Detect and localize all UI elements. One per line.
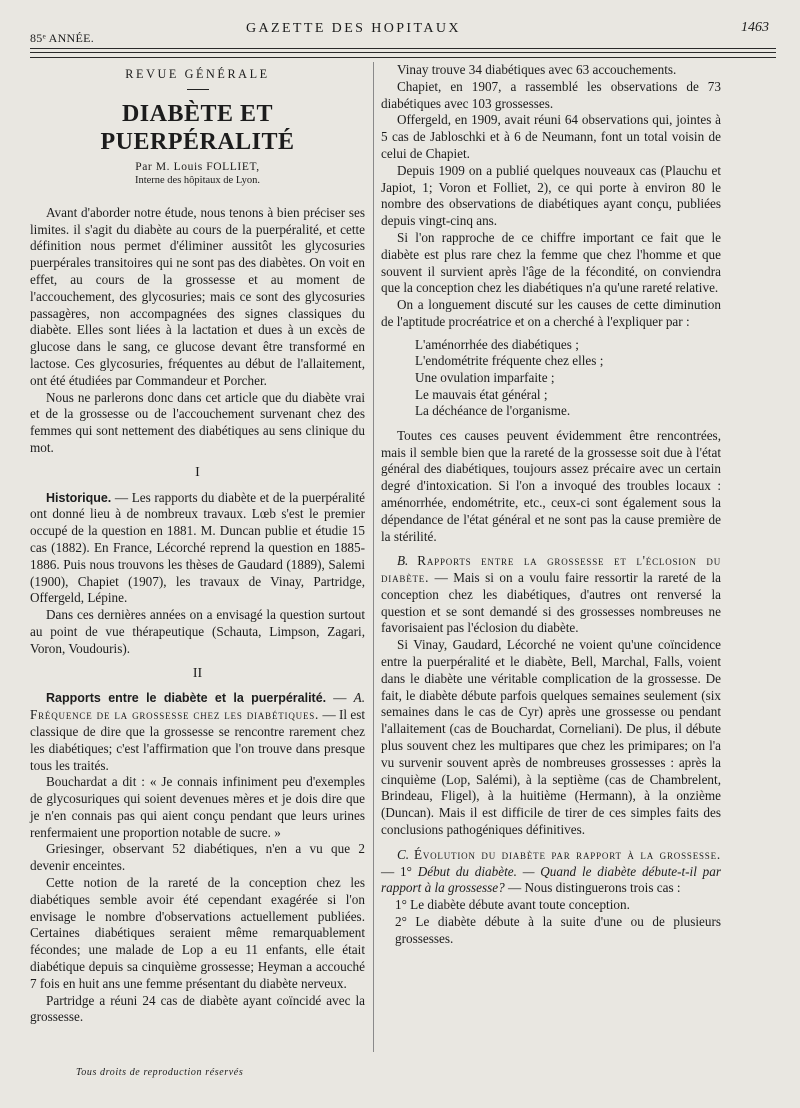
paragraph [381,553,721,637]
header-rule [30,57,776,58]
paragraph: Nous ne parlerons donc dans cet article que du diabète vrai et de la grossesse ou de l'accouchement survenant chez des femmes qui sont nettement des diabétiques au sens clinique du mot. [30,389,365,455]
list-item: L'endométrite fréquente chez elles ; [415,353,604,369]
header-journal-title: GAZETTE DES HOPITAUX [246,21,461,36]
paragraph-text: — Il est classique de dire que la grossesse se rencontre rarement chez les diabétiques; c'est l'affirmation que l'on trouve dans presque tous les traités. [30,707,365,773]
paragraph-text: — Nous distinguerons trois cas : [504,880,681,896]
right-column [381,62,721,948]
author-line: Par M. Louis FOLLIET, [135,160,260,173]
rubric-rule [187,89,209,90]
paragraph: Cette notion de la rareté de la conception chez les diabétiques semble avoir été cependant exagérée si l'on envisage le nombre d'observations actuellement publiées. Certaines diabétiques seraient même remarquablement fécondes; une malade de Lop a eu 11 enfants, elle était diabétique depuis sa cinquième grossesse; Heyman a accouché 7 fois en huit ans une femme présentant du diabète nerveux. [30,875,365,991]
footer-rights-notice: Tous droits de reproduction réservés [76,1067,244,1078]
paragraph: Bouchardat a dit : « Je connais infiniment peu d'exemples de glycosuriques qui soient devenues mères et je dois dire que je n'en connais pas qui aient conçu pendant que leurs urines renfermaient une proportion notable de sucre. » [30,774,365,840]
heading-dash: — 1° [381,863,412,879]
subsection-letter: A. [353,690,365,706]
list-item: Une ovulation imparfaite ; [415,369,555,385]
paragraph-text: — Mais si on a voulu faire ressortir la rareté de la conception chez les diabétiques, d'autres ont renversé la question et se sont demandé si des grossesses nombreuses ne favorisaient pas l'éclosion du diabète. [381,570,721,636]
paragraph: Depuis 1909 on a publié quelques nouveaux cas (Plauchu et Japiot, 1; Voron et Folliet, 2), ce qui porte à environ 80 le nombre des observations de diabétiques ayant conçu, publiées depuis vingt-cinq ans. [381,162,721,229]
list-item: Le mauvais état général ; [415,386,548,402]
paragraph: Vinay trouve 34 diabétiques avec 63 accouchements. [397,62,677,77]
paragraph: Toutes ces causes peuvent évidemment être rencontrées, mais il semble bien que la rareté de la grossesse soit due à l'état général des diabétiques, toujours assez précaire avec un certain degré d'intoxication. Si l'on a invoqué des troubles locaux : aménorrhée, endométrite, etc., ceux-ci sont également sous la dépendance de l'état général et ne sont pas la cause première de la stérilité. [381,427,721,544]
subsection-letter: C. [397,846,410,862]
paragraph: Chapiet, en 1907, a rassemblé les observations de 73 diabétiques avec 103 grossesses. [381,78,721,111]
paragraph [381,847,721,897]
article-title: DIABÈTE ET PUERPÉRALITÉ [100,100,295,155]
section-numeral: II [192,665,203,681]
causes-list [381,337,721,420]
paragraph: Si Vinay, Gaudard, Lécorché ne voient qu'une coïncidence entre la puerpéralité et le diabète, Bell, Marchal, Falls, voient dans le diabète une véritable complication de la grossesse. De fait, le diabète débute parfois quelques semaines seulement (six semaines dans le cas de Cyr) après une grossesse ou pendant l'allaitement (cas de Bouchardat, Corneliani). De plus, il débute plus souvent chez les multipares que chez les primipares; on l'a vu survenir souvent après de nombreuses grossesses : après la cinquième (Lop, Salémi), à la septième (cas de Chambrelent, Brindeau, Fligel), à la huitième (Hermann), à la onzième (Duncan). Mais il est difficile de tirer de ces simples faits des conclusions pathogéniques définitives. [381,637,721,838]
paragraph [30,690,365,774]
rubric: REVUE GÉNÉRALE [125,67,270,81]
header-year: 85ᵉ ANNÉE. [30,31,95,45]
header-rule [30,48,776,49]
paragraph: Si l'on rapproche de ce chiffre important ce fait que le diabète est plus rare chez la femme que chez l'homme et que souvent il survient après l'âge de la fécondité, on conviendra que la conception chez les diabétiques n'a qu'une rareté relative. [381,229,721,296]
paragraph: Offergeld, en 1909, avait réuni 64 observations qui, jointes à 5 cas de Jabloschki et à 6 de Neumann, font un total voisin de celui de Chapiet. [381,112,721,161]
paragraph: Dans ces dernières années on a envisagé la question surtout au point de vue thérapeutique (Schauta, Limpson, Zagari, Voron, Voudouris). [30,607,365,656]
list-item: L'aménorrhée des diabétiques ; [415,336,579,352]
header-page-number: 1463 [741,20,769,35]
paragraph [30,490,365,608]
section-heading: Rapports entre le diabète et la puerpéralité. [46,691,327,706]
list-item: La déchéance de l'organisme. [415,403,571,419]
heading-dash: — [326,690,347,706]
section-numeral: I [195,464,200,480]
left-column [30,62,365,1026]
numbered-item: 1° Le diabète débute avant toute conception. [395,897,630,913]
section-heading: Historique. [46,490,112,505]
header-rule [30,52,776,53]
italic-question: Début du diabète. — Quand le diabète débute-t-il par rapport à la grossesse? [381,863,722,896]
subsection-title: Rapports entre la grossesse et l'éclosion du diabète. [381,553,721,586]
paragraph-text: — Les rapports du diabète et de la puerpéralité ont donné lieu à de nombreux travaux. Lœb s'est le premier occupé de la question en 1881. M. Duncan publie et étudie 15 cas (1882). En France, Lécorché reprend la question en 1885-1886. Puis nous trouvons les thèses de Gaudard (1889), Salemi (1900), Chapiet (1907), les travaux de Vinay, Partridge, Offergeld, Lépine. [30,489,365,606]
paragraph: Avant d'aborder notre étude, nous tenons à bien préciser ses limites. il s'agit du diabète au cours de la puerpéralité, et cette définition nous permet d'éliminer aussitôt les glycosuries puerpérales transitoires qui ne sont pas des diabètes. On voit en effet, au cours de la grossesse et au moment de l'accouchement, des glycosuries; mais ce sont des glycosuries passagères, non accompagnées des signes classiques du diabète. Elles sont liées à la lactation et dues à un excès de glucose dans le sang, ce glucose devant être transformé en lactose. Ces glycosuries, fréquentes au début de l'allaitement, ont été étudiées par Commandeur et Porcher. [30,204,365,388]
subsection-title: Évolution du diabète par rapport à la grossesse. [413,846,721,862]
numbered-item: 2° Le diabète débute à la suite d'une ou de plusieurs grossesses. [395,914,721,946]
column-separator [373,62,374,1052]
paragraph: Partridge a réuni 24 cas de diabète ayant coïncidé avec la grossesse. [30,992,365,1025]
paragraph: Griesinger, observant 52 diabétiques, n'en a vu que 2 devenir enceintes. [30,841,365,874]
subsection-title: Fréquence de la grossesse chez les diabétiques. [30,707,320,723]
author-affiliation: Interne des hôpitaux de Lyon. [134,174,261,186]
paragraph: On a longuement discuté sur les causes de cette diminution de l'aptitude procréatrice et on a cherché à l'expliquer par : [381,297,721,329]
subsection-letter: B. [397,553,409,569]
